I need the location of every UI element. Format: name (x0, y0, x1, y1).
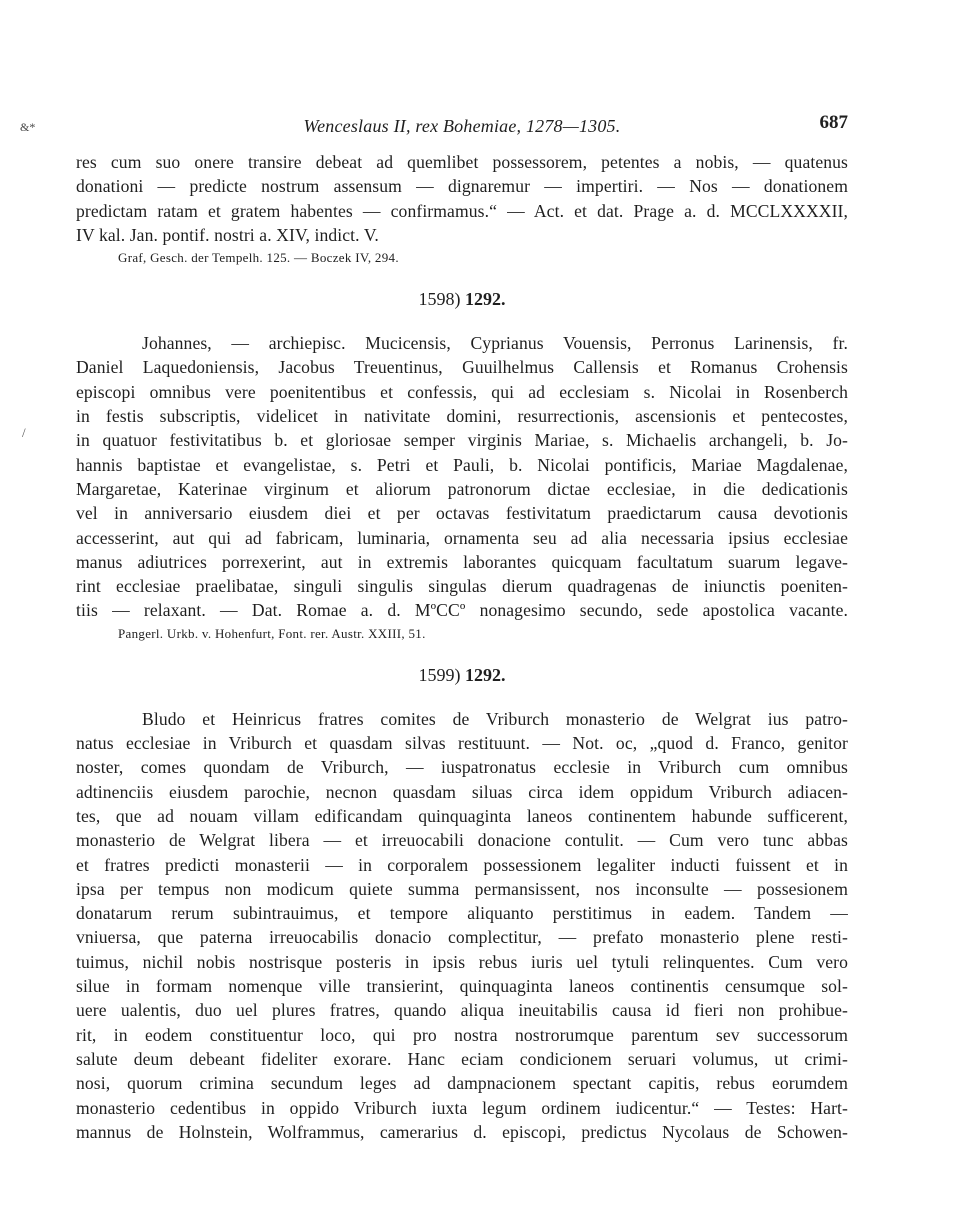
entry-previous (76, 150, 848, 269)
text-line: IV kal. Jan. pontif. nostri a. XIV, indict. V. (76, 224, 379, 245)
entry-year: 1292. (465, 664, 506, 685)
text-line: tuimus, nichil nobis nostrisque posteris in ipsis rebus iuris uel tytuli relinquentes. Cum vero (76, 951, 848, 972)
text-line: donatarum rerum subintrauimus, et tempore aliquanto perstitimus in eadem. Tandem — (76, 903, 848, 924)
text-line: noster, comes quondam de Vriburch, — iuspatronatus ecclesie in Vriburch cum omnibus (76, 757, 848, 778)
page-body (76, 150, 848, 1144)
text-line: uere ualentis, duo uel plures fratres, quando aliqua ineuitabilis causa id fieri non prohibue- (76, 1000, 848, 1021)
text-line: mannus de Holnstein, Wolframmus, camerarius d. episcopi, predictus Nycolaus de Schowen- (76, 1121, 848, 1142)
text-line: in quatuor festivitatibus b. et gloriosae semper virginis Mariae, s. Michaelis archangeli, b. Jo- (76, 430, 848, 451)
text-line: et fratres predicti monasterii — in corporalem possessionem legaliter inducti fuissent et in (76, 854, 848, 875)
text-line: tiis — relaxant. — Dat. Romae a. d. MºCCº nonagesimo secundo, sede apostolica vacante. (76, 600, 848, 621)
margin-mark: / (22, 425, 26, 440)
running-title: Wenceslaus II, rex Bohemiae, 1278—1305. (303, 116, 621, 136)
corner-mark: &* (20, 120, 36, 134)
source-citation: Graf, Gesch. der Tempelh. 125. — Boczek IV, 294. (118, 250, 399, 266)
text-line: Johannes, — archiepisc. Mucicensis, Cyprianus Vouensis, Perronus Larinensis, fr. (142, 333, 848, 354)
text-line: vniuersa, que paterna irreuocabilis donacio complectitur, — prefato monasterio plene resti- (76, 927, 848, 948)
text-line: Bludo et Heinricus fratres comites de Vriburch monasterio de Welgrat ius patro- (142, 708, 848, 729)
entry-number: 1598) (418, 289, 461, 310)
entry-1599 (76, 663, 848, 1144)
entry-heading (76, 663, 848, 687)
text-line: tes, que ad nouam villam edificandam quinquaginta laneos continentem habunde sufficerent, (76, 805, 848, 826)
text-line: vel in anniversario eiusdem diei et per octavas festivitatum praedictarum causa devotionis (76, 503, 848, 524)
text-line: rint ecclesiae praelibatae, singuli singulis singulas dierum quadragenas de iniunctis poeniten- (76, 576, 848, 597)
text-line: rit, in eodem constituentur loco, qui pro nostra nostrorumque parentum sev successorum (76, 1024, 848, 1045)
text-line: monasterio cedentibus in oppido Vriburch iuxta legum ordinem iudicentur.“ — Testes: Hart- (76, 1097, 848, 1118)
text-line: adtinenciis eiusdem parochie, necnon quasdam siluas circa idem oppidum Vriburch adiacen- (76, 781, 848, 802)
source-citation: Pangerl. Urkb. v. Hohenfurt, Font. rer. Austr. XXIII, 51. (118, 625, 426, 641)
text-line: Margaretae, Katerinae virginum et aliorum patronorum dictae ecclesiae, in die dedicationis (76, 478, 848, 499)
text-line: monasterio de Welgrat libera — et irreuocabili donacione contulit. — Cum vero tunc abbas (76, 830, 848, 851)
text-line: episcopi omnibus vere poenitentibus et confessis, qui ad ecclesiam s. Nicolai in Rosenberch (76, 381, 848, 402)
entry-1598 (76, 287, 848, 645)
entry-heading (76, 287, 848, 311)
text-line: manus adiutrices porrexerint, aut in extremis laborantes quicquam facultatum suarum legave- (76, 551, 848, 572)
page-header (76, 112, 848, 140)
entry-number: 1599) (418, 664, 461, 685)
text-line: nosi, quorum crimina secundum leges ad dampnacionem spectant capitis, rebus eorumdem (76, 1073, 848, 1094)
text-line: silue in formam nomenque ville transierint, quinquaginta laneos continentis censumque sol- (76, 976, 848, 997)
text-line: accesserint, aut qui ad fabricam, luminaria, ornamenta seu ad alia necessaria ipsius ecclesiae (76, 527, 848, 548)
text-line: in festis subscriptis, videlicet in nativitate domini, resurrectionis, ascensionis et pentecostes, (76, 406, 848, 427)
text-line: hannis baptistae et evangelistae, s. Petri et Pauli, b. Nicolai pontificis, Mariae Magdalenae, (76, 454, 848, 475)
text-line: donationi — predicte nostrum assensum — dignaremur — impertiri. — Nos — donationem (76, 176, 848, 197)
page-number: 687 (819, 112, 848, 133)
text-line: Daniel Laquedoniensis, Jacobus Treuentinus, Guuilhelmus Callensis et Romanus Crohensis (76, 357, 848, 378)
text-line: natus ecclesiae in Vriburch et quasdam silvas restituunt. — Not. oc, „quod d. Franco, genitor (76, 733, 848, 754)
text-line: ipsa per tempus non modicum quiete summa permansissent, nos inconsulte — possesionem (76, 878, 848, 899)
entry-year: 1292. (465, 289, 506, 310)
text-line: salute deum debeant fideliter exorare. Hanc eciam condicionem seruari volumus, ut crimi- (76, 1048, 848, 1069)
text-line: res cum suo onere transire debeat ad quemlibet possessorem, petentes a nobis, — quatenus (76, 152, 848, 172)
text-line: predictam ratam et gratem habentes — confirmamus.“ — Act. et dat. Prage a. d. MCCLXXXXII, (76, 200, 848, 221)
